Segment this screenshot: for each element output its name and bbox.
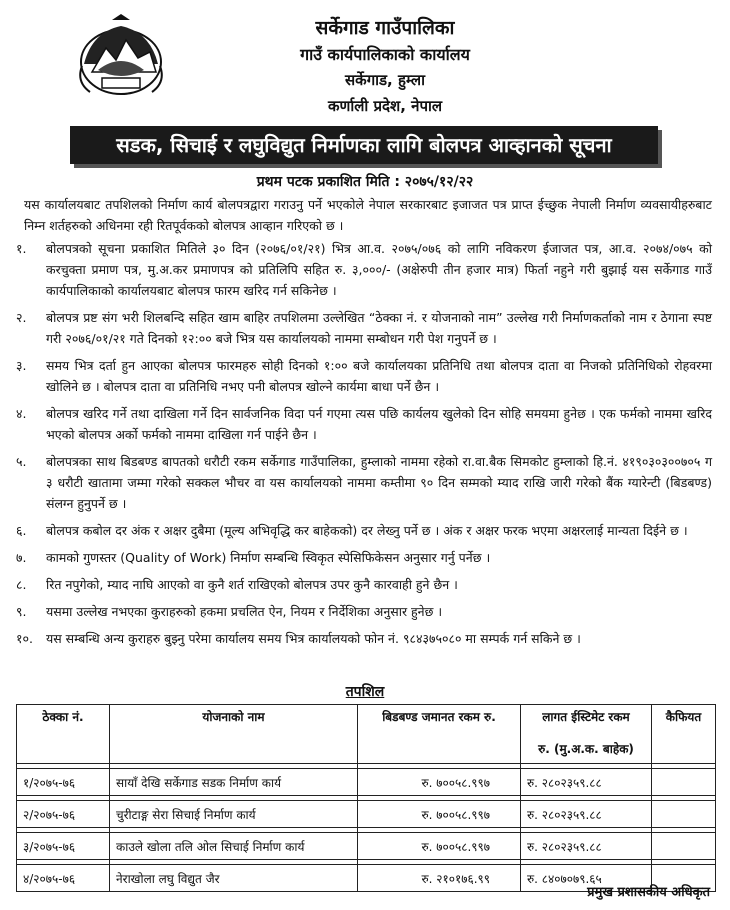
province-name: कर्णाली प्रदेश, नेपाल — [327, 97, 443, 115]
clause-number: ५. — [16, 454, 27, 469]
publication-date: प्रथम पटक प्रकाशित मिति : २०७५/१२/२२ — [256, 174, 474, 190]
cell-contract-no: १/२०७५-७६ — [17, 769, 110, 796]
intro-paragraph: यस कार्यालयबाट तपशिलको निर्माण कार्य बोलपत्रद्वारा गराउनु पर्ने भएकोले नेपाल सरकारबाट इजाजत पत्र प्राप्त ईच्छुक नेपाली निर्माण व्यवसायीहरुबाट निम्न शर्तहरुको अधिनमा रही रितपूर्वकको बोलपत्र आव्हान गरिएको छ । — [24, 197, 712, 233]
clause-text: बोलपत्रका साथ बिडबण्ड बापतको धरौटी रकम सर्केगाड गाउँपालिका, हुम्लाको नाममा रहेको रा.वा.बैक सिमकोट हुम्लाको हि.नं. ४१९०३०३००७०५ ग ३ धरौटी खातामा जम्मा गरेको सक्कल भौचर वा यस कार्यालयको नाममा कम्तीमा ९० दिन सम्मको म्याद राखि जारी गरेको बैंक ग्यारेन्टी (बिडबण्ड) संलग्न हुनुपर्ने छ । — [46, 454, 712, 511]
clause-text: यस सम्बन्धि अन्य कुराहरु बुझ्नु परेमा कार्यालय समय भित्र कार्यालयको फोन नं. ९८४३७५०८० मा सम्पर्क गर्न सकिने छ । — [46, 631, 581, 646]
table-row — [17, 833, 716, 860]
col-header-bid-bond: बिडबण्ड जमानत रकम रु. — [358, 705, 521, 764]
clause-number: ६. — [16, 523, 27, 538]
cell-cost-estimate: रु. ८४०७०७९.६५ — [521, 865, 652, 892]
clause-number: ३. — [16, 358, 27, 373]
list-item — [12, 355, 712, 397]
col-header-cost-estimate: लागत ईस्टिमेट रकम — [521, 705, 652, 738]
terms-list — [12, 238, 712, 655]
cell-contract-no: ४/२०७५-७६ — [17, 865, 110, 892]
clause-text: रित नपुगेको, म्याद नाघि आएको वा कुनै शर्त राखिएको बोलपत्र उपर कुनै कारवाही हुने छैन । — [46, 577, 458, 592]
cell-bid-bond: रु. ७००५८.९९७ — [358, 833, 521, 860]
clause-text: समय भित्र दर्ता हुन आएका बोलपत्र फारमहरु सोही दिनको १:०० बजे कार्यालयका प्रतिनिधि तथा बोलपत्र दाता वा निजको प्रतिनिधिको रोहवरमा खोलिने छ । बोलपत्र दाता वा प्रतिनिधि नभए पनी बोलपत्र खोल्ने कार्यमा बाधा पर्ने छैन । — [46, 358, 712, 394]
cell-bid-bond: रु. ७००५८.९९७ — [358, 801, 521, 828]
clause-number: १. — [16, 241, 27, 256]
office-name: गाउँ कार्यपालिकाको कार्यालय — [300, 45, 470, 64]
notice-title-banner: सडक, सिचाई र लघुविद्युत निर्माणका लागि बोलपत्र आव्हानको सूचना — [70, 126, 658, 164]
signatory-title: प्रमुख प्रशासकीय अधिकृत — [587, 885, 710, 900]
cell-cost-estimate: रु. २८०२३५९.८८ — [521, 833, 652, 860]
list-item — [12, 520, 712, 541]
cell-remarks — [652, 833, 716, 860]
col-header-project-name: योजनाको नाम — [110, 705, 358, 764]
list-item — [12, 307, 712, 349]
col-header-cost-estimate-sub: रु. (मु.अ.क. बाहेक) — [521, 737, 652, 764]
cell-project-name: नेराखोला लघु विद्युत जैर — [110, 865, 358, 892]
clause-number: ८. — [16, 577, 27, 592]
clause-number: ४. — [16, 406, 27, 421]
list-item — [12, 451, 712, 514]
office-location: सर्केगाड, हुम्ला — [345, 71, 425, 89]
list-item — [12, 238, 712, 301]
clause-number: २. — [16, 310, 27, 325]
list-item — [12, 403, 712, 445]
list-item — [12, 628, 712, 649]
nepal-emblem-icon — [72, 12, 170, 102]
col-header-remarks: कैफियत — [652, 705, 716, 764]
list-item — [12, 547, 712, 568]
cell-remarks — [652, 769, 716, 796]
cell-bid-bond: रु. ७००५८.९९७ — [358, 769, 521, 796]
cell-contract-no: २/२०७५-७६ — [17, 801, 110, 828]
clause-number: ९. — [16, 604, 27, 619]
list-item — [12, 574, 712, 595]
schedule-title: तपशिल — [345, 684, 385, 700]
clause-text: बोलपत्रको सूचना प्रकाशित मितिले ३० दिन (२०७६/०१/२१) भित्र आ.व. २०७५/०७६ को लागि नविकरण ईजाजत पत्र, आ.व. २०७४/०७५ को करचुक्ता प्रमाण पत्र, मु.अ.कर प्रमाणपत्र को प्रतिलिपि सहित रु. ३,०००/- (अक्षेरुपी तीन हजार मात्र) फिर्ता नहुने गरी बुझाई यस सर्केगाड गाउँ कार्यपालिकाको कार्यालयबाट बोलपत्र फारम खरिद गर्न सकिनेछ । — [46, 241, 712, 298]
schedule-table — [16, 704, 716, 892]
clause-text: बोलपत्र प्रष्ट संग भरी शिलबन्दि सहित खाम बाहिर तपशिलमा उल्लेखित “ठेक्का नं. र योजनाको नाम” उल्लेख गरी निर्माणकर्ताको नाम र ठेगाना स्पष्ट गरी २०७६/०१/२१ गते दिनको १२:०० बजे भित्र यस कार्यालयको नाममा सम्बोधन गरी पेश गनुपर्ने छ । — [46, 310, 712, 346]
list-item — [12, 601, 712, 622]
table-row — [17, 769, 716, 796]
clause-number: १०. — [16, 631, 33, 646]
clause-text: बोलपत्र खरिद गर्ने तथा दाखिला गर्ने दिन सार्वजनिक विदा पर्न गएमा त्यस पछि कार्यलय खुलेको दिन सोहि समयमा हुनेछ । एक फर्मको नाममा खरिद भएको बोलपत्र अर्को फर्मको नाममा दाखिला गर्न पाईने छैन । — [46, 406, 712, 442]
clause-number: ७. — [16, 550, 27, 565]
cell-project-name: काउले खोला तलि ओल सिचाई निर्माण कार्य — [110, 833, 358, 860]
clause-text: यसमा उल्लेख नभएका कुराहरुको हकमा प्रचलित ऐन, नियम र निर्देशिका अनुसार हुनेछ । — [46, 604, 443, 619]
table-row — [17, 801, 716, 828]
col-header-contract-no: ठेक्का नं. — [17, 705, 110, 764]
cell-remarks — [652, 801, 716, 828]
cell-cost-estimate: रु. २८०२३५९.८८ — [521, 769, 652, 796]
clause-text: कामको गुणस्तर (Quality of Work) निर्माण सम्बन्धि स्विकृत स्पेसिफिकेसन अनुसार गर्नु पर्नेछ । — [46, 550, 491, 565]
clause-text: बोलपत्र कबोल दर अंक र अक्षर दुबैमा (मूल्य अभिवृद्धि कर बाहेकको) दर लेख्नु पर्ने छ । अंक र अक्षर फरक भएमा अक्षरलाई मान्यता दिईने छ । — [46, 523, 688, 538]
municipality-name: सर्केगाड गाउँपालिका — [315, 17, 455, 39]
cell-bid-bond: रु. २१०१७६.९९ — [358, 865, 521, 892]
cell-contract-no: ३/२०७५-७६ — [17, 833, 110, 860]
cell-project-name: चुरीटाङ्ग सेरा सिचाई निर्माण कार्य — [110, 801, 358, 828]
cell-cost-estimate: रु. २८०२३५९.८८ — [521, 801, 652, 828]
cell-project-name: सायाँ देखि सर्केगाड सडक निर्माण कार्य — [110, 769, 358, 796]
